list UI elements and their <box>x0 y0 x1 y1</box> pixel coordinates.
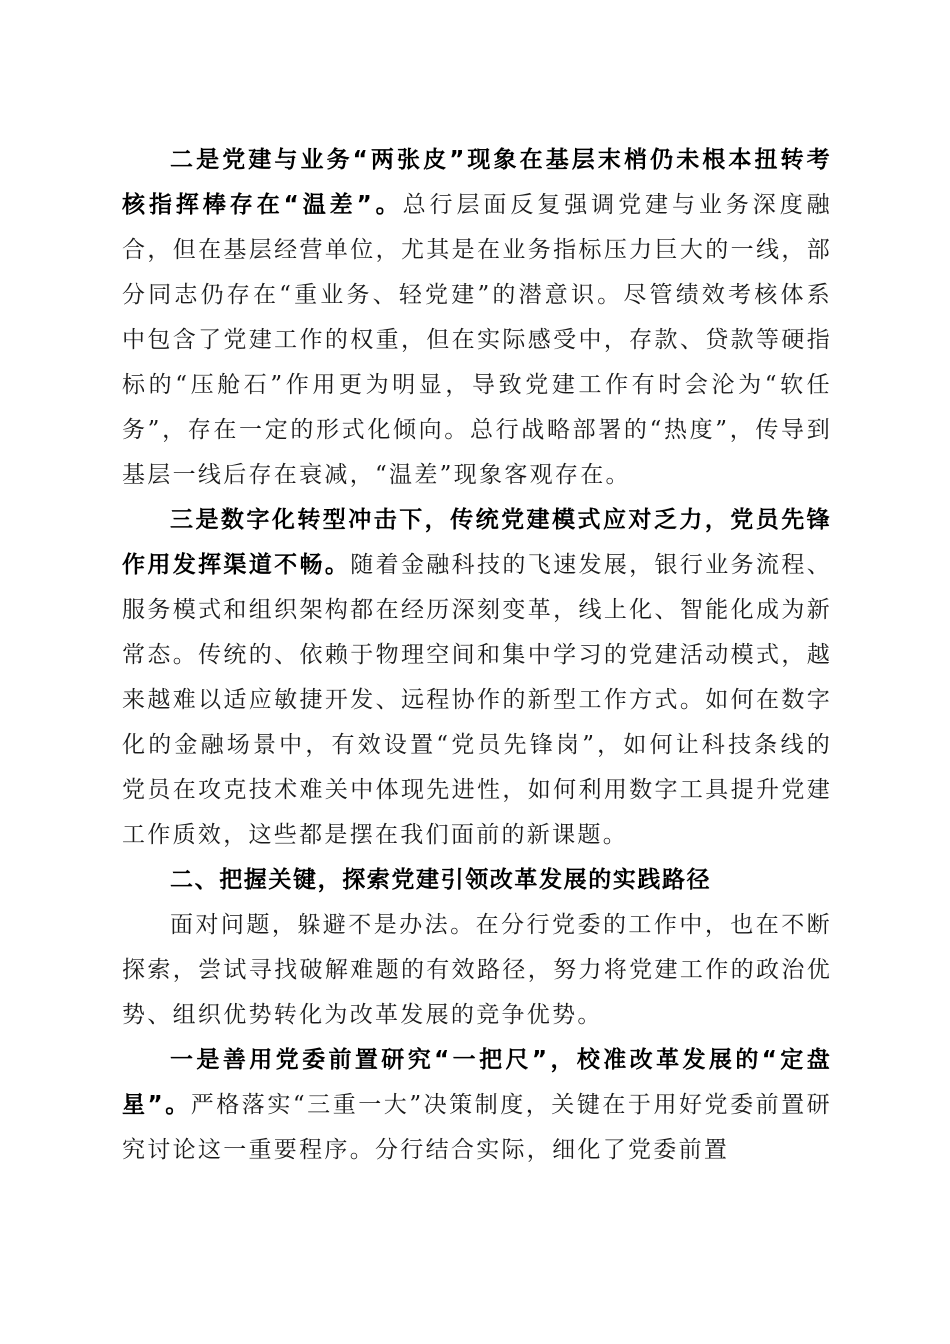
paragraph-lead: 二是党建与业务“两张皮”现象在基层末梢仍未根本扭转考核指挥棒存在“温差”。 <box>122 147 832 218</box>
section-intro: 面对问题，躲避不是办法。在分行党委的工作中，也在不断探索，尝试寻找破解难题的有效路径，努力将党建工作的政治优势、组织优势转化为改革发展的竞争优势。 <box>122 912 832 1028</box>
paragraph-lead: 三是数字化转型冲击下，传统党建模式应对乏力，党员先锋作用发挥渠道不畅。 <box>122 507 832 578</box>
paragraph-text: 严格落实“三重一大”决策制度，关键在于用好党委前置研究讨论这一重要程序。分行结合实际，细化了党委前置 <box>122 1092 832 1163</box>
paragraph-party-committee <box>122 1038 832 1173</box>
paragraph-lead: 一是善用党委前置研究“一把尺”，校准改革发展的“定盘星”。 <box>122 1047 832 1118</box>
document-body <box>122 138 832 1173</box>
section-heading: 二、把握关键，探索党建引领改革发展的实践路径 <box>170 867 712 893</box>
paragraph-text: 随着金融科技的飞速发展，银行业务流程、服务模式和组织架构都在经历深刻变革，线上化、智能化成为新常态。传统的、依赖于物理空间和集中学习的党建活动模式，越来越难以适应敏捷开发、远程协作的新型工作方式。如何在数字化的金融场景中，有效设置“党员先锋岗”，如何让科技条线的党员在攻克技术难关中体现先进性，如何利用数字工具提升党建工作质效，这些都是摆在我们面前的新课题。 <box>122 552 832 848</box>
paragraph-digital-transformation <box>122 498 832 858</box>
paragraph-text: 总行层面反复强调党建与业务深度融合，但在基层经营单位，尤其是在业务指标压力巨大的一线，部分同志仍存在“重业务、轻党建”的潜意识。尽管绩效考核体系中包含了党建工作的权重，但在实际感受中，存款、贷款等硬指标的“压舱石”作用更为明显，导致党建工作有时会沦为“软任务”，存在一定的形式化倾向。总行战略部署的“热度”，传导到基层一线后存在衰减，“温差”现象客观存在。 <box>122 192 832 488</box>
paragraph-two-skins <box>122 138 832 498</box>
